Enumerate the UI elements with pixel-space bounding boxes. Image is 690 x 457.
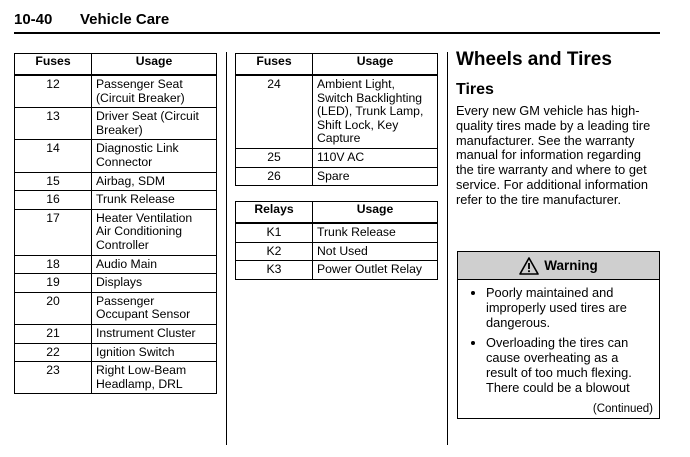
- id-cell: 17: [15, 209, 92, 255]
- id-cell: K2: [236, 242, 313, 261]
- id-cell: 14: [15, 140, 92, 172]
- usage-cell: Ignition Switch: [92, 343, 217, 362]
- id-cell: 25: [236, 148, 313, 167]
- usage-cell: Audio Main: [92, 255, 217, 274]
- id-cell: 26: [236, 167, 313, 186]
- relay-table: [235, 201, 438, 280]
- usage-cell: Driver Seat (Circuit Breaker): [92, 108, 217, 140]
- continued-label: (Continued): [592, 403, 653, 415]
- table-row: [236, 148, 438, 167]
- table-row: [15, 274, 217, 293]
- id-cell: 24: [236, 75, 313, 148]
- id-cell: K3: [236, 261, 313, 280]
- table-row: [15, 108, 217, 140]
- id-cell: 18: [15, 255, 92, 274]
- usage-cell: Trunk Release: [313, 223, 438, 242]
- fuse-table-1: [14, 53, 217, 394]
- column-header: Usage: [92, 54, 217, 76]
- column-divider: [226, 52, 227, 445]
- fuse-table-2: [235, 53, 438, 186]
- id-cell: 15: [15, 172, 92, 191]
- warning-header: [458, 252, 659, 280]
- usage-cell: 110V AC: [313, 148, 438, 167]
- table-row: [15, 191, 217, 210]
- table-row: [15, 292, 217, 324]
- table-row: [15, 75, 217, 108]
- usage-cell: Diagnostic Link Connector: [92, 140, 217, 172]
- subsection-heading: Tires: [456, 81, 494, 98]
- id-cell: 23: [15, 362, 92, 394]
- id-cell: 20: [15, 292, 92, 324]
- usage-cell: Ambient Light, Switch Backlighting (LED), Trunk Lamp, Shift Lock, Key Capture: [313, 75, 438, 148]
- table-row: [15, 343, 217, 362]
- usage-cell: Passenger Seat (Circuit Breaker): [92, 75, 217, 108]
- page-number: 10-40: [14, 11, 53, 28]
- usage-cell: Spare: [313, 167, 438, 186]
- table-row: [15, 172, 217, 191]
- warning-item: • Overloading the tires can cause overheating as a result of too much flexing. There could be a blowout: [486, 336, 653, 395]
- table-row: [15, 324, 217, 343]
- table-row: [236, 242, 438, 261]
- table-row: [236, 75, 438, 148]
- usage-cell: Displays: [92, 274, 217, 293]
- id-cell: 21: [15, 324, 92, 343]
- warning-box: [457, 251, 660, 419]
- warning-item: • Poorly maintained and improperly used tires are dangerous.: [486, 286, 653, 330]
- usage-cell: Trunk Release: [92, 191, 217, 210]
- usage-cell: Instrument Cluster: [92, 324, 217, 343]
- table-row: [15, 140, 217, 172]
- column-divider: [447, 52, 448, 445]
- column-header: Usage: [313, 202, 438, 224]
- wheels-tires-section: [456, 48, 662, 208]
- section-title: Vehicle Care: [80, 11, 170, 28]
- usage-cell: Passenger Occupant Sensor: [92, 292, 217, 324]
- usage-cell: Power Outlet Relay: [313, 261, 438, 280]
- column-header: Fuses: [15, 54, 92, 76]
- body-paragraph: Every new GM vehicle has high-quality tires made by a leading tire manufacturer. See the warranty manual for information regarding the tire warranty and where to get service. For additional information refer to the tire manufacturer.: [456, 103, 651, 207]
- table-row: [236, 261, 438, 280]
- usage-cell: Heater Ventilation Air Conditioning Controller: [92, 209, 217, 255]
- usage-cell: Airbag, SDM: [92, 172, 217, 191]
- id-cell: 19: [15, 274, 92, 293]
- id-cell: 22: [15, 343, 92, 362]
- table-row: [15, 362, 217, 394]
- id-cell: 12: [15, 75, 92, 108]
- table-row: [236, 223, 438, 242]
- section-heading: Wheels and Tires: [456, 49, 612, 70]
- id-cell: 16: [15, 191, 92, 210]
- warning-label: Warning: [544, 258, 598, 273]
- id-cell: K1: [236, 223, 313, 242]
- id-cell: 13: [15, 108, 92, 140]
- column-header: Usage: [313, 54, 438, 76]
- page-header: [14, 8, 660, 34]
- usage-cell: Right Low-Beam Headlamp, DRL: [92, 362, 217, 394]
- table-row: [236, 167, 438, 186]
- column-header: Relays: [236, 202, 313, 224]
- table-row: [15, 255, 217, 274]
- warning-triangle-icon: [519, 257, 539, 275]
- usage-cell: Not Used: [313, 242, 438, 261]
- column-header: Fuses: [236, 54, 313, 76]
- table-row: [15, 209, 217, 255]
- warning-list: [458, 280, 659, 396]
